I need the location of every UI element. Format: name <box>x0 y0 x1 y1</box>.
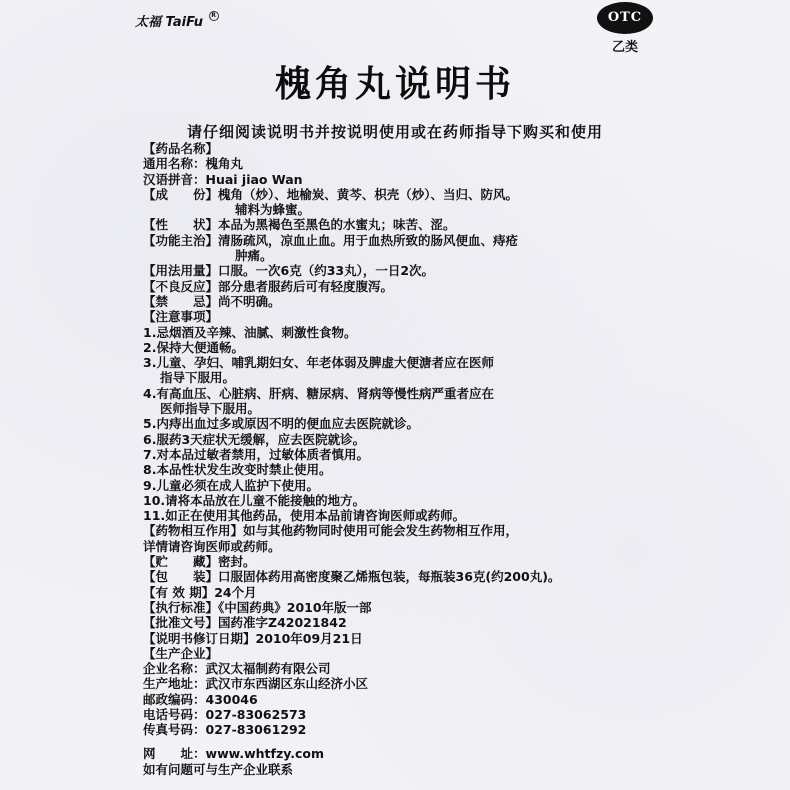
brand-cn: 太福 <box>135 15 162 30</box>
drug-interactions-cont: 详情请咨询医师或药师。 <box>143 538 281 554</box>
postal-code: 邮政编码：430046 <box>143 691 258 707</box>
indications: 【功能主治】清肠疏风，凉血止血。用于血热所致的肠风便血、痔疮 <box>143 232 519 248</box>
revision-date: 【说明书修订日期】2010年09月21日 <box>143 630 363 646</box>
footer-contact-note: 如有问题可与生产企业联系 <box>143 762 294 777</box>
precaution-item: 7.对本品过敏者禁用，过敏体质者慎用。 <box>143 446 369 462</box>
precaution-item-cont: 指导下服用。 <box>160 370 236 386</box>
precaution-item: 4.有高血压、心脏病、肝病、糖尿病、肾病等慢性病严重者应在 <box>143 385 494 401</box>
dosage: 【用法用量】口服。一次6克（约33丸），一日2次。 <box>143 263 435 279</box>
precaution-item: 10.请将本品放在儿童不能接触的地方。 <box>143 492 366 508</box>
registered-mark-icon: R <box>209 11 219 21</box>
storage: 【贮 藏】密封。 <box>143 554 256 570</box>
otc-badge-group <box>597 2 653 55</box>
precaution-item: 5.内痔出血过多或原因不明的便血应去医院就诊。 <box>143 416 419 432</box>
approval-number: 【批准文号】国药准字Z42021842 <box>143 615 347 631</box>
section-drug-name: 【药品名称】 <box>143 141 219 156</box>
document-title: 槐角丸说明书 <box>274 64 515 105</box>
precaution-item: 9.儿童必须在成人监护下使用。 <box>143 477 319 493</box>
precaution-item: 6.服药3天症状无缓解，应去医院就诊。 <box>143 431 366 447</box>
website-url[interactable]: www.whtfzy.com <box>205 746 325 761</box>
website-label: 网 址： <box>143 746 206 761</box>
shelf-life: 【有 效 期】24个月 <box>143 584 257 600</box>
section-precautions: 【注意事项】 <box>143 309 219 325</box>
brand-logo <box>135 11 219 30</box>
adverse-reactions: 【不良反应】部分患者服药后可有轻度腹泻。 <box>143 278 394 294</box>
otc-badge: OTC <box>597 2 653 34</box>
brand-en: TaiFu <box>165 15 203 30</box>
leaflet-body <box>143 141 763 738</box>
precaution-item-cont: 医师指导下服用。 <box>160 401 261 417</box>
contraindications: 【禁 忌】尚不明确。 <box>143 293 281 309</box>
section-manufacturer: 【生产企业】 <box>143 645 219 661</box>
precaution-item: 3.儿童、孕妇、哺乳期妇女、年老体弱及脾虚大便溏者应在医师 <box>143 355 494 371</box>
otc-class: 乙类 <box>611 40 638 55</box>
drug-interactions: 【药物相互作用】如与其他药物同时使用可能会发生药物相互作用， <box>143 523 519 539</box>
pinyin-name: 汉语拼音：Huai jiao Wan <box>143 171 303 187</box>
precaution-item: 2.保持大便通畅。 <box>143 339 244 355</box>
ingredients: 【成 份】槐角（炒）、地榆炭、黄芩、枳壳（炒）、当归、防风。 <box>143 186 519 202</box>
company-address: 生产地址：武汉市东西湖区东山经济小区 <box>143 676 369 692</box>
phone-number: 电话号码：027-83062573 <box>143 706 307 722</box>
packaging: 【包 装】口服固体药用高密度聚乙烯瓶包装，每瓶装36克(约200丸)。 <box>143 569 561 585</box>
precaution-item: 1.忌烟酒及辛辣、油腻、刺激性食物。 <box>143 324 357 340</box>
ingredients-cont: 辅料为蜂蜜。 <box>235 202 311 218</box>
document-subtitle: 请仔细阅读说明书并按说明使用或在药师指导下购买和使用 <box>186 123 603 141</box>
precaution-item: 8.本品性状发生改变时禁止使用。 <box>143 462 332 478</box>
appearance: 【性 状】本品为黑褐色至黑色的水蜜丸；味苦、涩。 <box>143 217 456 233</box>
precaution-item: 11.如正在使用其他药品，使用本品前请咨询医师或药师。 <box>143 508 466 524</box>
indications-cont: 肿痛。 <box>235 248 273 264</box>
standard: 【执行标准】《中国药典》2010年版一部 <box>143 599 372 615</box>
generic-name: 通用名称：槐角丸 <box>143 156 244 172</box>
fax-number: 传真号码：027-83061292 <box>143 722 307 738</box>
company-name: 企业名称：武汉太福制药有限公司 <box>143 661 331 677</box>
